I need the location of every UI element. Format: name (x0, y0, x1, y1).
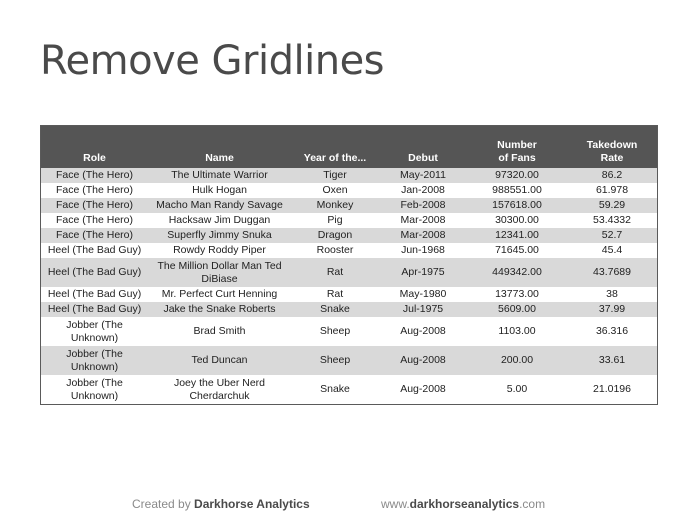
column-header-fans[interactable]: Number of Fans (467, 126, 567, 168)
cell-takedown: 61.978 (567, 183, 657, 198)
cell-debut: Jan-2008 (379, 183, 467, 198)
cell-name: Mr. Perfect Curt Henning (148, 287, 291, 302)
column-header-role[interactable]: Role (41, 126, 148, 168)
credit-brand: Darkhorse Analytics (194, 497, 310, 511)
cell-name: Rowdy Roddy Piper (148, 243, 291, 258)
column-header-name[interactable]: Name (148, 126, 291, 168)
cell-debut: Jun-1968 (379, 243, 467, 258)
cell-role: Heel (The Bad Guy) (41, 243, 148, 258)
cell-fans: 30300.00 (467, 213, 567, 228)
cell-year: Pig (291, 213, 379, 228)
url-suffix: .com (519, 497, 546, 511)
cell-role: Heel (The Bad Guy) (41, 302, 148, 317)
cell-takedown: 43.7689 (567, 258, 657, 287)
table-row (41, 213, 657, 228)
url-brand: darkhorseanalytics (409, 497, 520, 511)
cell-year: Rat (291, 258, 379, 287)
cell-fans: 157618.00 (467, 198, 567, 213)
cell-year: Oxen (291, 183, 379, 198)
table-row (41, 287, 657, 302)
cell-takedown: 38 (567, 287, 657, 302)
table-row (41, 228, 657, 243)
cell-year: Rooster (291, 243, 379, 258)
cell-name: Jake the Snake Roberts (148, 302, 291, 317)
page-title: Remove Gridlines (40, 38, 385, 84)
cell-year: Snake (291, 302, 379, 317)
cell-name: Brad Smith (148, 317, 291, 346)
cell-fans: 1103.00 (467, 317, 567, 346)
cell-role: Face (The Hero) (41, 228, 148, 243)
cell-role: Jobber (The Unknown) (41, 375, 148, 404)
cell-takedown: 86.2 (567, 168, 657, 183)
table-header-row (41, 126, 657, 168)
cell-takedown: 45.4 (567, 243, 657, 258)
cell-takedown: 53.4332 (567, 213, 657, 228)
cell-fans: 5.00 (467, 375, 567, 404)
cell-name: The Ultimate Warrior (148, 168, 291, 183)
cell-takedown: 36.316 (567, 317, 657, 346)
cell-fans: 200.00 (467, 346, 567, 375)
cell-name: Hacksaw Jim Duggan (148, 213, 291, 228)
cell-fans: 97320.00 (467, 168, 567, 183)
table-row (41, 243, 657, 258)
table-row (41, 183, 657, 198)
cell-takedown: 33.61 (567, 346, 657, 375)
cell-debut: Aug-2008 (379, 375, 467, 404)
cell-debut: Feb-2008 (379, 198, 467, 213)
table-row (41, 375, 657, 404)
cell-debut: Apr-1975 (379, 258, 467, 287)
cell-role: Heel (The Bad Guy) (41, 258, 148, 287)
cell-year: Monkey (291, 198, 379, 213)
cell-debut: Mar-2008 (379, 228, 467, 243)
cell-fans: 13773.00 (467, 287, 567, 302)
url-prefix: www. (381, 497, 410, 511)
cell-debut: Jul-1975 (379, 302, 467, 317)
cell-role: Heel (The Bad Guy) (41, 287, 148, 302)
cell-debut: Mar-2008 (379, 213, 467, 228)
cell-role: Jobber (The Unknown) (41, 317, 148, 346)
cell-name: Ted Duncan (148, 346, 291, 375)
footer-url[interactable] (381, 497, 545, 511)
cell-debut: Aug-2008 (379, 346, 467, 375)
credit-prefix: Created by (132, 497, 195, 511)
column-header-year[interactable]: Year of the... (291, 126, 379, 168)
table-row (41, 168, 657, 183)
wrestler-table (41, 126, 657, 404)
cell-role: Face (The Hero) (41, 183, 148, 198)
cell-name: Joey the Uber Nerd Cherdarchuk (148, 375, 291, 404)
cell-debut: Aug-2008 (379, 317, 467, 346)
cell-takedown: 37.99 (567, 302, 657, 317)
cell-year: Dragon (291, 228, 379, 243)
cell-role: Jobber (The Unknown) (41, 346, 148, 375)
cell-year: Sheep (291, 317, 379, 346)
cell-fans: 5609.00 (467, 302, 567, 317)
cell-takedown: 52.7 (567, 228, 657, 243)
column-header-debut[interactable]: Debut (379, 126, 467, 168)
cell-fans: 71645.00 (467, 243, 567, 258)
data-table (40, 125, 658, 405)
table-row (41, 198, 657, 213)
cell-year: Snake (291, 375, 379, 404)
cell-fans: 449342.00 (467, 258, 567, 287)
cell-debut: May-1980 (379, 287, 467, 302)
cell-name: Superfly Jimmy Snuka (148, 228, 291, 243)
cell-role: Face (The Hero) (41, 198, 148, 213)
cell-name: The Million Dollar Man Ted DiBiase (148, 258, 291, 287)
table-row (41, 302, 657, 317)
cell-year: Tiger (291, 168, 379, 183)
cell-fans: 12341.00 (467, 228, 567, 243)
table-row (41, 346, 657, 375)
cell-fans: 988551.00 (467, 183, 567, 198)
cell-name: Hulk Hogan (148, 183, 291, 198)
cell-debut: May-2011 (379, 168, 467, 183)
cell-role: Face (The Hero) (41, 213, 148, 228)
column-header-takedown[interactable]: Takedown Rate (567, 126, 657, 168)
cell-year: Sheep (291, 346, 379, 375)
cell-takedown: 59.29 (567, 198, 657, 213)
table-row (41, 258, 657, 287)
cell-year: Rat (291, 287, 379, 302)
footer-credit (132, 497, 310, 511)
cell-name: Macho Man Randy Savage (148, 198, 291, 213)
cell-role: Face (The Hero) (41, 168, 148, 183)
table-row (41, 317, 657, 346)
cell-takedown: 21.0196 (567, 375, 657, 404)
